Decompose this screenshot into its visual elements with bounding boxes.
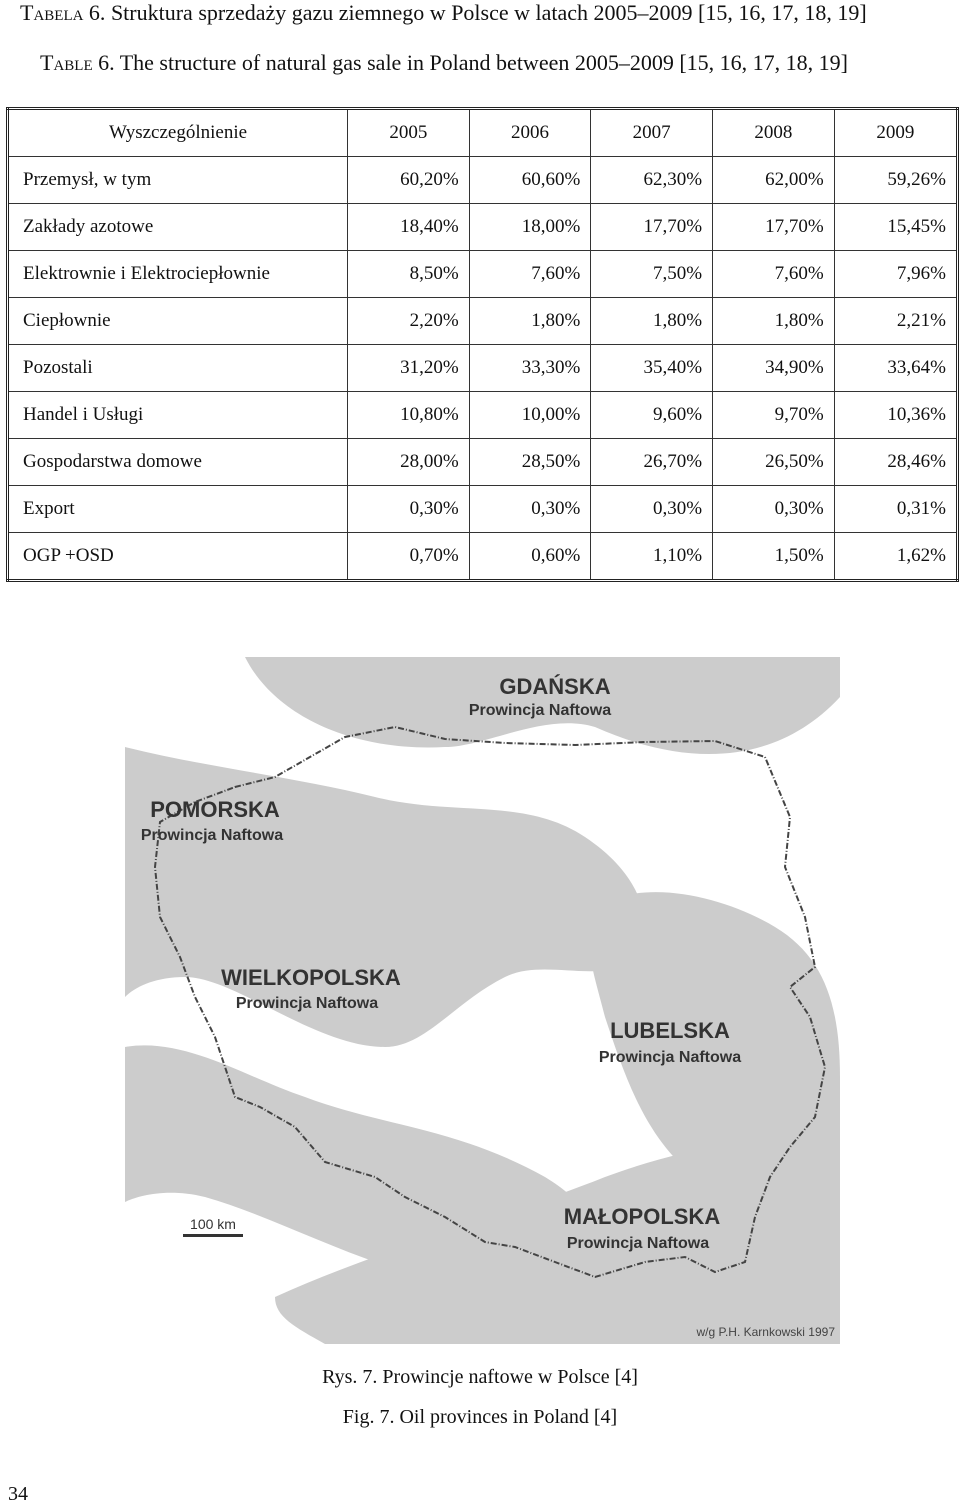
value-cell: 7,60% — [469, 251, 591, 298]
value-cell: 10,80% — [348, 392, 470, 439]
value-cell: 60,20% — [348, 157, 470, 204]
header-cell: 2005 — [348, 109, 470, 157]
header-cell: Wyszczególnienie — [8, 109, 348, 157]
value-cell: 1,50% — [713, 533, 835, 581]
header-cell: 2006 — [469, 109, 591, 157]
table-row — [8, 157, 958, 204]
table-caption-en-text: The structure of natural gas sale in Poland between 2005–2009 [15, 16, 17, 18, 19] — [119, 50, 848, 75]
value-cell: 17,70% — [591, 204, 713, 251]
value-cell: 34,90% — [713, 345, 835, 392]
value-cell: 33,64% — [834, 345, 957, 392]
pomorska-label: POMORSKA — [150, 797, 280, 822]
table-row — [8, 439, 958, 486]
gdanska-label: GDAŃSKA — [499, 674, 611, 699]
table-header-row — [8, 109, 958, 157]
value-cell: 8,50% — [348, 251, 470, 298]
scale-bar-label: 100 km — [190, 1216, 236, 1232]
value-cell: 1,80% — [469, 298, 591, 345]
wielkopolska-sublabel: Prowincja Naftowa — [235, 995, 379, 1012]
value-cell: 9,60% — [591, 392, 713, 439]
value-cell: 35,40% — [591, 345, 713, 392]
table-row — [8, 533, 958, 581]
header-cell: 2008 — [713, 109, 835, 157]
table-caption-en — [40, 50, 960, 76]
row-label: Ciepłownie — [8, 298, 348, 345]
row-label: Przemysł, w tym — [8, 157, 348, 204]
value-cell: 0,30% — [469, 486, 591, 533]
row-label: Elektrownie i Elektrociepłownie — [8, 251, 348, 298]
figure-caption-en: Fig. 7. Oil provinces in Poland [4] — [342, 1406, 618, 1428]
value-cell: 2,21% — [834, 298, 957, 345]
row-label: Pozostali — [8, 345, 348, 392]
row-label: OGP +OSD — [8, 533, 348, 581]
value-cell: 0,60% — [469, 533, 591, 581]
oil-provinces-map — [125, 657, 840, 1344]
value-cell: 60,60% — [469, 157, 591, 204]
row-label: Export — [8, 486, 348, 533]
row-label: Zakłady azotowe — [8, 204, 348, 251]
map-credit: w/g P.H. Karnkowski 1997 — [696, 1325, 835, 1339]
value-cell: 26,50% — [713, 439, 835, 486]
table-caption-pl — [20, 0, 960, 26]
value-cell: 31,20% — [348, 345, 470, 392]
figure-caption-pl: Rys. 7. Prowincje naftowe w Polsce [4] — [322, 1366, 638, 1388]
gas-sales-table — [6, 107, 959, 582]
table-row — [8, 204, 958, 251]
page-number: 34 — [8, 1483, 28, 1505]
value-cell: 2,20% — [348, 298, 470, 345]
row-label: Handel i Usługi — [8, 392, 348, 439]
value-cell: 26,70% — [591, 439, 713, 486]
value-cell: 18,00% — [469, 204, 591, 251]
value-cell: 28,50% — [469, 439, 591, 486]
value-cell: 33,30% — [469, 345, 591, 392]
table-row — [8, 251, 958, 298]
wielkopolska-label: WIELKOPOLSKA — [221, 965, 401, 990]
lubelska-sublabel: Prowincja Naftowa — [598, 1049, 742, 1066]
table-caption-en-prefix: Table 6. — [40, 50, 115, 75]
value-cell: 9,70% — [713, 392, 835, 439]
value-cell: 1,62% — [834, 533, 957, 581]
value-cell: 10,00% — [469, 392, 591, 439]
value-cell: 62,30% — [591, 157, 713, 204]
malopolska-sublabel: Prowincja Naftowa — [566, 1235, 710, 1252]
row-label: Gospodarstwa domowe — [8, 439, 348, 486]
table-row — [8, 392, 958, 439]
value-cell: 59,26% — [834, 157, 957, 204]
value-cell: 28,00% — [348, 439, 470, 486]
value-cell: 62,00% — [713, 157, 835, 204]
header-cell: 2009 — [834, 109, 957, 157]
table-caption-pl-prefix: Tabela 6. — [20, 0, 106, 25]
malopolska-label: MAŁOPOLSKA — [563, 1204, 721, 1229]
table-caption-pl-text: Struktura sprzedaży gazu ziemnego w Polsce w latach 2005–2009 [15, 16, 17, 18, 19] — [110, 0, 867, 25]
table-row — [8, 345, 958, 392]
gdanska-sublabel: Prowincja Naftowa — [468, 702, 612, 719]
pomorska-sublabel: Prowincja Naftowa — [140, 827, 284, 844]
value-cell: 7,96% — [834, 251, 957, 298]
scale-bar — [183, 1234, 243, 1237]
value-cell: 18,40% — [348, 204, 470, 251]
value-cell: 0,31% — [834, 486, 957, 533]
value-cell: 15,45% — [834, 204, 957, 251]
value-cell: 10,36% — [834, 392, 957, 439]
value-cell: 0,30% — [591, 486, 713, 533]
value-cell: 0,70% — [348, 533, 470, 581]
value-cell: 28,46% — [834, 439, 957, 486]
lubelska-label: LUBELSKA — [610, 1018, 730, 1043]
table-row — [8, 298, 958, 345]
value-cell: 1,80% — [713, 298, 835, 345]
value-cell: 0,30% — [348, 486, 470, 533]
header-cell: 2007 — [591, 109, 713, 157]
pomorska-province-area — [125, 747, 644, 1047]
value-cell: 1,10% — [591, 533, 713, 581]
value-cell: 0,30% — [713, 486, 835, 533]
value-cell: 17,70% — [713, 204, 835, 251]
table-row — [8, 486, 958, 533]
value-cell: 1,80% — [591, 298, 713, 345]
value-cell: 7,60% — [713, 251, 835, 298]
value-cell: 7,50% — [591, 251, 713, 298]
